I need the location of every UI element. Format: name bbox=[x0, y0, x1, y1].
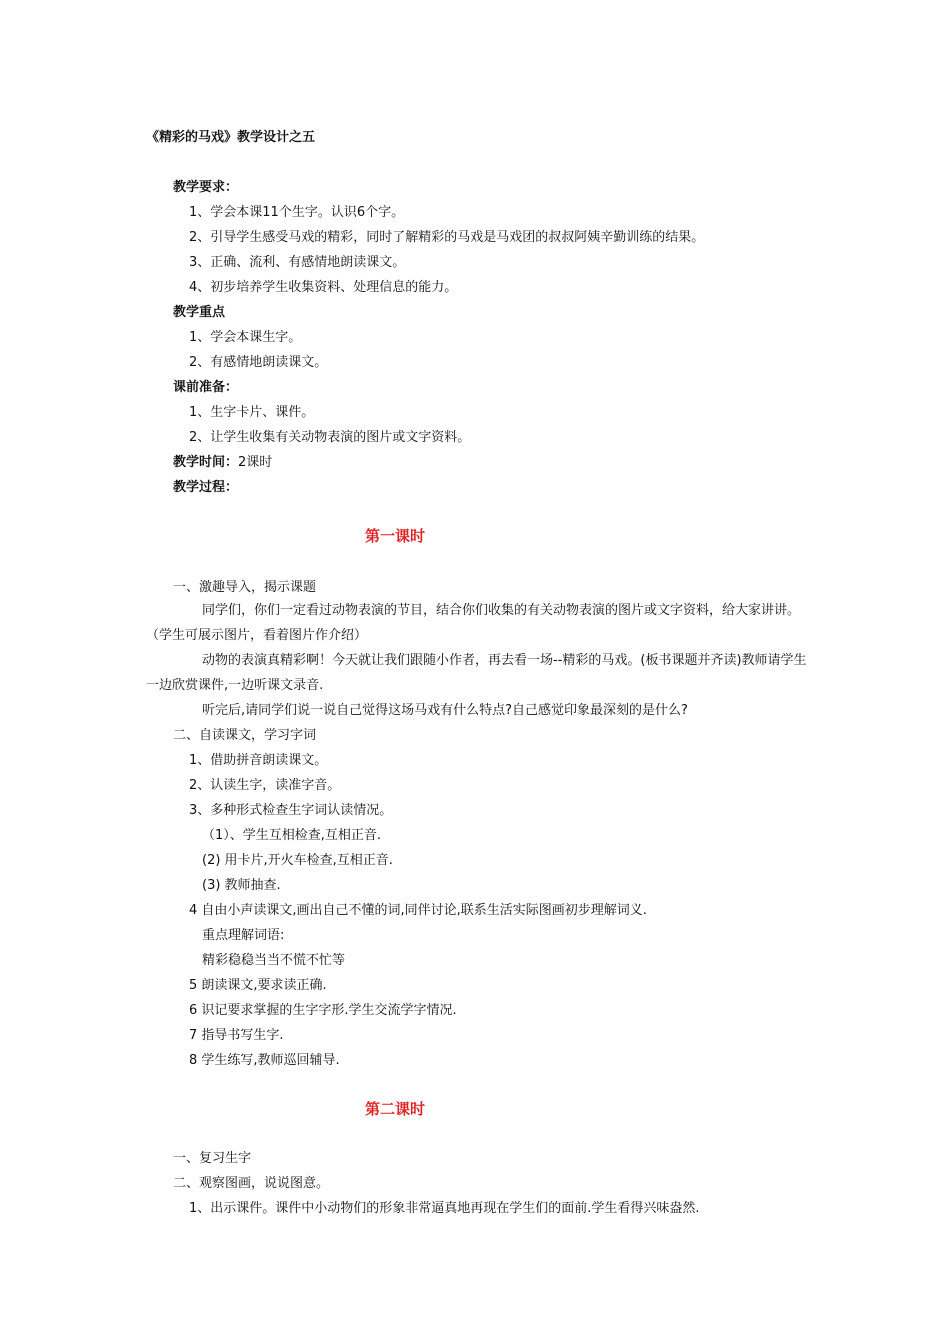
requirement-item-4: 4、初步培养学生收集资料、处理信息的能力。 bbox=[189, 280, 458, 295]
document-title: 《精彩的马戏》教学设计之五 bbox=[146, 130, 316, 145]
lesson-1-step-4-key-words: 精彩稳稳当当不慌不忙等 bbox=[202, 953, 346, 968]
prep-heading: 课前准备： bbox=[173, 380, 239, 395]
prep-item-2: 2、让学生收集有关动物表演的图片或文字资料。 bbox=[189, 430, 471, 445]
prep-item-1: 1、生字卡片、课件。 bbox=[189, 405, 315, 420]
requirement-item-1: 1、学会本课11个生字。认识6个字。 bbox=[189, 205, 405, 220]
lesson-1-section-1: 一、激趣导入，揭示课题 bbox=[173, 580, 317, 595]
lesson-1-step-3b: (2) 用卡片,开火车检查,互相正音. bbox=[202, 853, 393, 868]
lesson-2-title: 第二课时 bbox=[364, 1100, 425, 1118]
lesson-1-step-4: 4 自由小声读课文,画出自己不懂的词,同伴讨论,联系生活实际图画初步理解词义. bbox=[189, 903, 647, 918]
lesson-2-step-1: 1、出示课件。课件中小动物们的形象非常逼真地再现在学生们的面前.学生看得兴味盎然. bbox=[189, 1201, 700, 1216]
requirement-item-3: 3、正确、流利、有感情地朗读课文。 bbox=[189, 255, 406, 270]
lesson-1-step-8: 8 学生练写,教师巡回辅导. bbox=[189, 1053, 340, 1068]
lesson-1-paragraph-3: 听完后,请同学们说一说自己觉得这场马戏有什么特点?自己感觉印象最深刻的是什么? bbox=[202, 703, 688, 718]
lesson-1-section-2: 二、自读课文，学习字词 bbox=[173, 728, 317, 743]
lesson-1-step-3: 3、多种形式检查生字词认读情况。 bbox=[189, 803, 393, 818]
focus-item-1: 1、学会本课生字。 bbox=[189, 330, 302, 345]
lesson-1-step-3a: （1）、学生互相检查,互相正音. bbox=[202, 828, 382, 843]
teaching-time-label: 教学时间： bbox=[173, 455, 239, 470]
lesson-2-section-1: 一、复习生字 bbox=[173, 1151, 252, 1166]
focus-item-2: 2、有感情地朗读课文。 bbox=[189, 355, 328, 370]
lesson-1-paragraph-2: 动物的表演真精彩啊！今天就让我们跟随小作者，再去看一场--精彩的马戏。(板书课题并齐读)教师请学生一边欣赏课件,一边听课文录音. bbox=[146, 653, 807, 693]
lesson-1-step-3c: (3) 教师抽查. bbox=[202, 878, 281, 893]
teaching-time bbox=[173, 453, 272, 473]
lesson-1-step-4-key-words-label: 重点理解词语: bbox=[202, 928, 285, 943]
lesson-2-section-2: 二、观察图画，说说图意。 bbox=[173, 1176, 330, 1191]
focus-heading: 教学重点 bbox=[173, 305, 226, 320]
lesson-1-step-6: 6 识记要求掌握的生字字形.学生交流学字情况. bbox=[189, 1003, 457, 1018]
lesson-1-step-5: 5 朗读课文,要求读正确. bbox=[189, 978, 327, 993]
requirement-item-2: 2、引导学生感受马戏的精彩，同时了解精彩的马戏是马戏团的叔叔阿姨辛勤训练的结果。 bbox=[189, 230, 705, 245]
lesson-1-paragraph-1: 同学们，你们一定看过动物表演的节目，结合你们收集的有关动物表演的图片或文字资料，给大家讲讲。（学生可展示图片，看着图片作介绍） bbox=[146, 603, 801, 643]
lesson-1-title: 第一课时 bbox=[364, 527, 425, 545]
requirements-heading: 教学要求： bbox=[173, 180, 239, 195]
lesson-1-step-2: 2、认读生字，读准字音。 bbox=[189, 778, 341, 793]
lesson-1-step-7: 7 指导书写生字. bbox=[189, 1028, 284, 1043]
teaching-time-value: 2课时 bbox=[238, 455, 273, 470]
process-heading: 教学过程： bbox=[173, 480, 239, 495]
lesson-1-step-1: 1、借助拼音朗读课文。 bbox=[189, 753, 328, 768]
